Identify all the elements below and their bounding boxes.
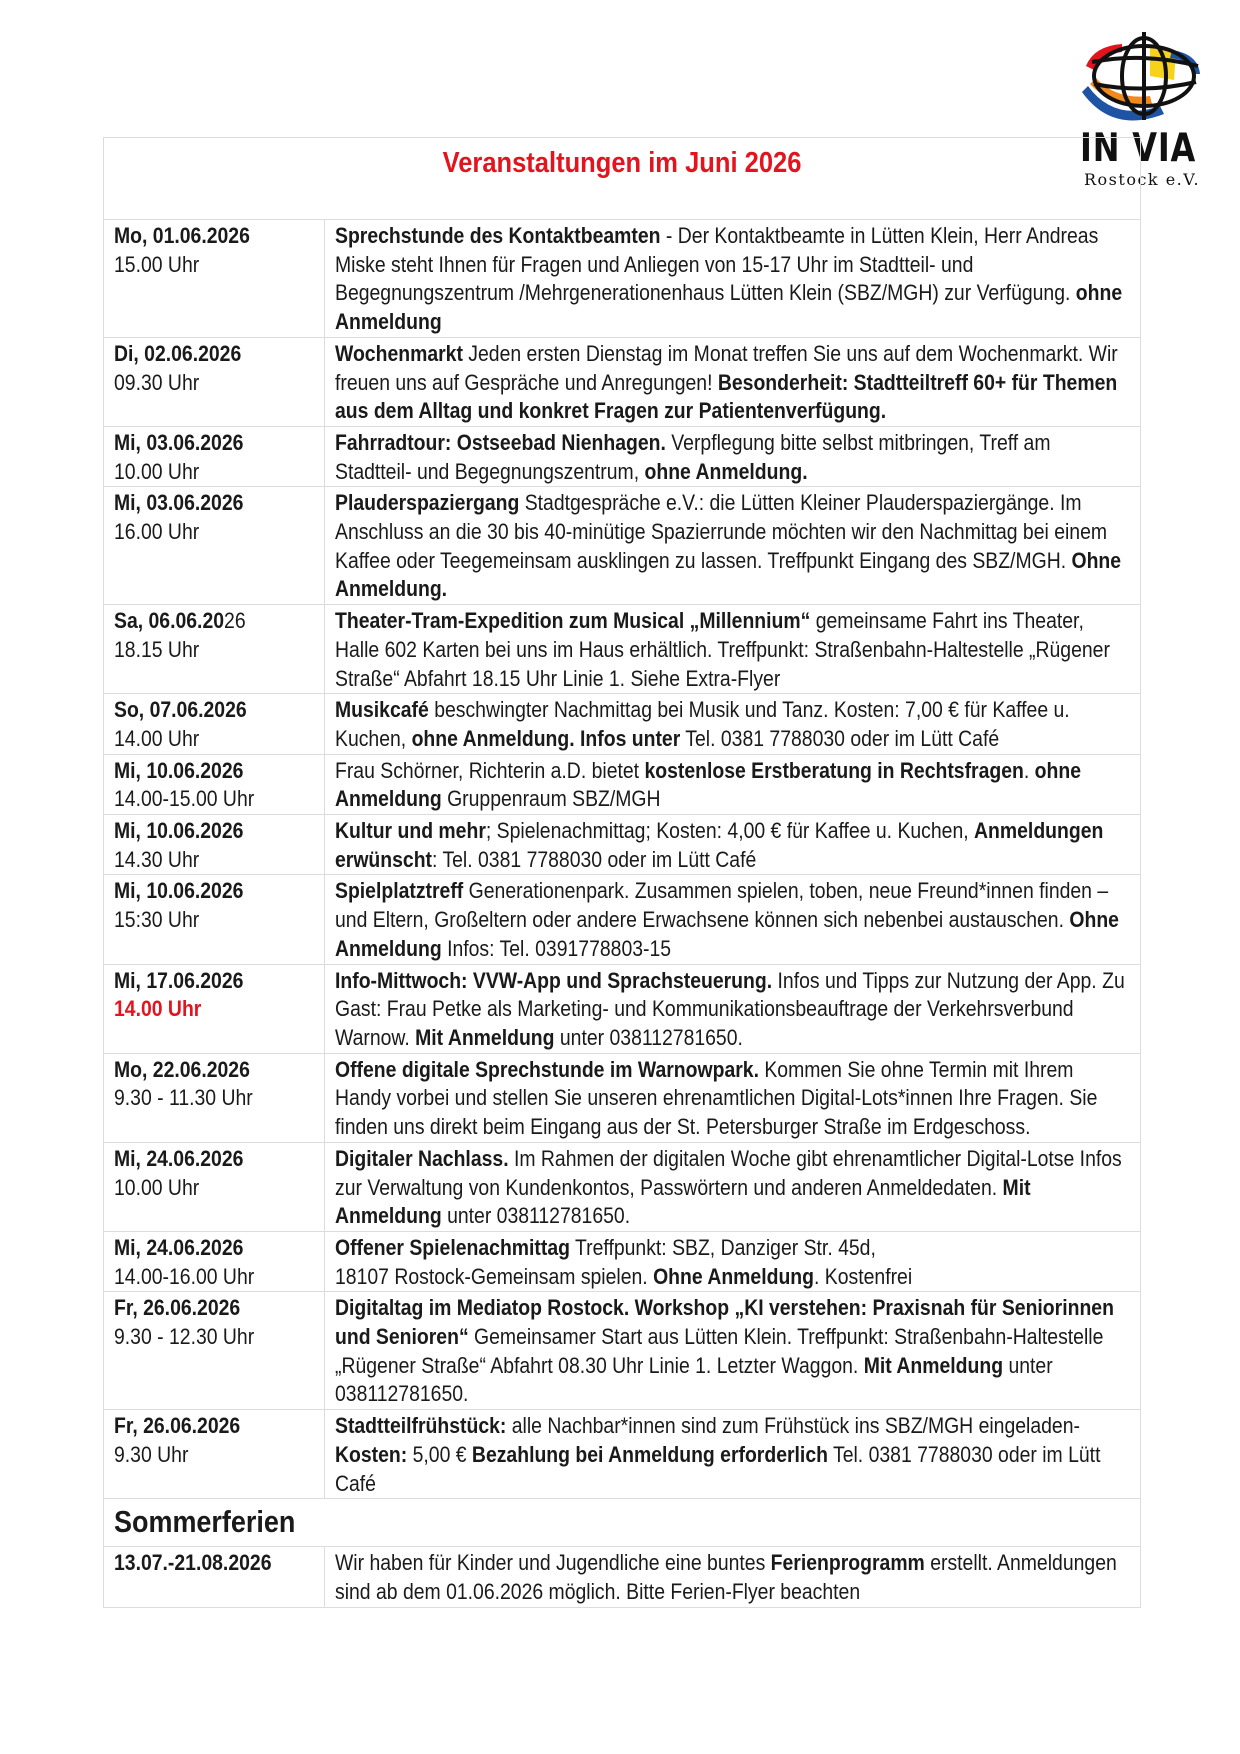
logo-subtitle: Rostock e.V. — [1084, 170, 1201, 189]
event-date-cell — [104, 426, 325, 486]
event-time: 9.30 Uhr — [114, 1441, 189, 1467]
description-text: unter 038112781650. — [554, 1024, 743, 1050]
page-title: Veranstaltungen im Juni 2026 — [442, 147, 802, 179]
section-title: Sommerferien — [114, 1504, 296, 1540]
event-description-cell — [325, 694, 1141, 754]
event-time: 14.00 Uhr — [114, 996, 202, 1022]
description-text: Jeden ersten Dienstag im Monat treffen Sie uns auf dem Wochenmarkt. Wir freuen uns auf Gespräche und Anregungen! — [335, 340, 1118, 395]
description-text: Gruppenraum SBZ/MGH — [441, 786, 661, 812]
event-description — [335, 1412, 1131, 1498]
description-text: . — [1023, 757, 1035, 783]
event-row — [104, 815, 1141, 875]
event-time: 09.30 Uhr — [114, 369, 200, 395]
event-date: Mo, 01.06.2026 — [114, 223, 250, 248]
section-row — [104, 1499, 1141, 1547]
description-bold-text: Musikcafé — [335, 697, 429, 723]
description-text: - Der Kontaktbeamte in Lütten Klein, Herr Andreas Miske steht Ihnen für Fragen und Anliegen von 15-17 Uhr im Stadtteil- und Begegnungszentrum /Mehrgenerationenhaus Lütten Klein (SBZ/MGH) zur Verfügung. — [335, 223, 1099, 306]
event-description — [335, 1145, 1131, 1231]
event-description — [335, 877, 1131, 963]
description-bold-text: Ohne Anmeldung — [653, 1263, 815, 1289]
event-description-cell — [325, 426, 1141, 486]
event-row — [104, 337, 1141, 426]
globe-logo-icon — [1072, 22, 1212, 132]
event-date: Fr, 26.06.2026 — [114, 1413, 241, 1439]
event-row — [104, 875, 1141, 964]
event-description-cell — [325, 875, 1141, 964]
events-table — [103, 137, 1141, 1608]
event-date: Mi, 17.06.2026 — [114, 967, 244, 993]
description-bold-text: Kultur und mehr — [335, 818, 486, 844]
event-row — [104, 1292, 1141, 1410]
description-bold-text: kostenlose Erstberatung in Rechtsfragen — [644, 757, 1024, 783]
event-date-cell — [104, 1292, 325, 1410]
event-row — [104, 426, 1141, 486]
event-date: Mi, 24.06.2026 — [114, 1234, 244, 1260]
event-description-cell — [325, 1231, 1141, 1291]
description-bold-text: Offene digitale Sprechstunde im Warnowpark. — [335, 1056, 759, 1082]
description-bold-text: Info-Mittwoch: VVW-App und Sprachsteuerung. — [335, 967, 773, 993]
description-bold-text: Plauderspaziergang — [335, 490, 520, 516]
description-bold-text: Offener Spielenachmittag — [335, 1234, 570, 1260]
event-date-cell — [104, 1410, 325, 1499]
event-date: Sa, 06.06.2026 — [114, 608, 246, 634]
event-time: 9.30 - 11.30 Uhr — [114, 1085, 253, 1111]
event-date: Mi, 10.06.2026 — [114, 818, 244, 844]
event-row — [104, 694, 1141, 754]
description-text: Stadtgespräche e.V.: die Lütten Kleiner Plauderspaziergänge. Im Anschluss an die 30 bis 40-minütige Spazierrunde möchten wir den Nachmittag bei einem Kaffee oder Teegemeinsam ausklingen zu lassen. Treffpunkt Eingang des SBZ/MGH. — [335, 490, 1108, 573]
event-time: 9.30 - 12.30 Uhr — [114, 1324, 255, 1350]
event-date: Mi, 10.06.2026 — [114, 757, 244, 783]
event-description — [335, 757, 1131, 814]
event-date: Mi, 03.06.2026 — [114, 429, 244, 455]
description-bold-text: Kosten: — [335, 1441, 408, 1467]
event-date: Mi, 10.06.2026 — [114, 878, 244, 904]
description-text: Tel. 0381 7788030 oder im Lütt Café — [335, 1441, 1101, 1496]
event-description — [335, 489, 1131, 604]
description-text: Wir haben für Kinder und Jugendliche eine buntes — [335, 1550, 771, 1576]
event-time: 14.30 Uhr — [114, 846, 200, 872]
event-date-cell — [104, 1231, 325, 1291]
description-text: Gemeinsamer Start aus Lütten Klein. Treffpunkt: Straßenbahn-Haltestelle „Rügener Straße“ Abfahrt 08.30 Uhr Linie 1. Letzter Waggon. — [335, 1324, 1104, 1378]
event-row — [104, 754, 1141, 814]
event-time: 14.00 Uhr — [114, 725, 200, 751]
event-description-cell — [325, 964, 1141, 1053]
event-date-cell — [104, 694, 325, 754]
event-description-cell — [325, 1142, 1141, 1231]
description-text: unter 038112781650. — [335, 1352, 1053, 1407]
event-description-cell — [325, 1410, 1141, 1499]
description-bold-text: Digitaler Nachlass. — [335, 1145, 509, 1171]
description-bold-text: Stadtteilfrühstück: — [335, 1413, 507, 1439]
description-text: Infos und Tipps zur Nutzung der App. Zu Gast: Frau Petke als Marketing- und Kommunikationsbeauftrage der Verkehrsverbund Warnow. — [335, 967, 1125, 1050]
event-row — [104, 1053, 1141, 1142]
event-time: 14.00-16.00 Uhr — [114, 1263, 255, 1289]
description-bold-text: Spielplatztreff — [335, 878, 464, 904]
description-bold-text: Anmeldungen erwünscht — [335, 818, 1104, 872]
event-row — [104, 605, 1141, 694]
description-text: alle Nachbar*innen sind zum Frühstück ins SBZ/MGH eingeladen- — [506, 1413, 1080, 1439]
logo-name: IN VIA — [1080, 126, 1197, 171]
holiday-date: 13.07.-21.08.2026 — [114, 1550, 272, 1576]
event-date-cell — [104, 487, 325, 605]
description-text: Im Rahmen der digitalen Woche gibt ehrenamtlicher Digital-Lotse Infos zur Verwaltung von Kundenkontos, Passwörtern und anderen Anmeldedaten. — [335, 1145, 1122, 1200]
description-text: erstellt. Anmeldungen sind ab dem 01.06.2026 möglich. Bitte Ferien-Flyer beachten — [335, 1550, 1117, 1604]
event-description — [335, 607, 1131, 693]
description-text: . Kostenfrei — [814, 1263, 913, 1289]
description-bold-text: Theater-Tram-Expedition zum Musical „Millennium“ — [335, 608, 811, 634]
section-cell — [104, 1499, 1141, 1547]
description-bold-text: Mit Anmeldung — [415, 1024, 555, 1050]
description-bold-text: Ferienprogramm — [770, 1550, 925, 1576]
event-date-cell — [104, 754, 325, 814]
description-text: 5,00 € — [407, 1441, 472, 1467]
event-time: 18.15 Uhr — [114, 636, 200, 662]
event-description — [335, 1056, 1131, 1142]
event-description-cell — [325, 337, 1141, 426]
event-date-cell — [104, 875, 325, 964]
event-date-cell — [104, 220, 325, 338]
event-description — [335, 1294, 1131, 1409]
event-description — [335, 222, 1131, 337]
holiday-description-cell — [325, 1547, 1141, 1608]
description-text: ; Spielenachmittag; Kosten: 4,00 € für Kaffee u. Kuchen, — [485, 818, 975, 844]
event-time: 10.00 Uhr — [114, 1174, 200, 1200]
event-description — [335, 1234, 1131, 1291]
event-date: Mo, 22.06.2026 — [114, 1056, 250, 1082]
title-cell — [104, 138, 1141, 220]
event-time: 15.00 Uhr — [114, 251, 200, 277]
event-date-cell — [104, 1053, 325, 1142]
event-date-cell — [104, 337, 325, 426]
description-text: unter 038112781650. — [441, 1203, 631, 1229]
description-text: Treffpunkt: SBZ, Danziger Str. 45d, — [569, 1234, 876, 1260]
description-bold-text: Ohne Anmeldung — [335, 907, 1119, 961]
event-time: 14.00-15.00 Uhr — [114, 786, 255, 812]
description-bold-text: ohne Anmeldung — [335, 280, 1123, 335]
holiday-row — [104, 1547, 1141, 1608]
event-description-cell — [325, 220, 1141, 338]
event-date-cell — [104, 815, 325, 875]
event-date: Mi, 03.06.2026 — [114, 490, 244, 516]
event-date-cell — [104, 605, 325, 694]
description-text: gemeinsame Fahrt ins Theater, Halle 602 Karten bei uns im Haus erhältlich. Treffpunkt: Straßenbahn-Haltestelle „Rügener Straße“ Abfahrt 18.15 Uhr Linie 1. Siehe Extra-Flyer — [335, 608, 1110, 691]
event-description — [335, 967, 1131, 1053]
event-description-cell — [325, 487, 1141, 605]
description-text: 18107 Rostock-Gemeinsam spielen. — [335, 1263, 654, 1289]
event-date: So, 07.06.2026 — [114, 697, 247, 723]
event-time: 16.00 Uhr — [114, 519, 200, 545]
description-bold-text: Bezahlung bei Anmeldung erforderlich — [471, 1441, 828, 1467]
event-description — [335, 817, 1131, 874]
event-description — [335, 429, 1131, 486]
event-row — [104, 487, 1141, 605]
event-row — [104, 964, 1141, 1053]
description-text: Tel. 0381 7788030 oder im Lütt Café — [680, 725, 1000, 751]
description-bold-text: Sprechstunde des Kontaktbeamten — [335, 223, 661, 248]
event-row — [104, 1142, 1141, 1231]
event-time: 10.00 Uhr — [114, 458, 200, 484]
holiday-date-cell — [104, 1547, 325, 1608]
event-date: Di, 02.06.2026 — [114, 340, 242, 366]
event-date: Fr, 26.06.2026 — [114, 1295, 241, 1321]
description-bold-text: ohne Anmeldung — [335, 757, 1082, 812]
description-text: Frau Schörner, Richterin a.D. bietet — [335, 757, 645, 783]
description-text: : Tel. 0381 7788030 oder im Lütt Café — [432, 846, 757, 872]
event-description-cell — [325, 1292, 1141, 1410]
event-row — [104, 1231, 1141, 1291]
event-description-cell — [325, 605, 1141, 694]
event-description-cell — [325, 754, 1141, 814]
event-description — [335, 340, 1131, 426]
event-date: Mi, 24.06.2026 — [114, 1145, 244, 1171]
event-date-cell — [104, 1142, 325, 1231]
event-row — [104, 1410, 1141, 1499]
description-bold-text: Fahrradtour: Ostseebad Nienhagen. — [335, 429, 666, 455]
description-bold-text: ohne Anmeldung. — [644, 458, 808, 484]
event-description — [335, 696, 1131, 753]
description-bold-text: ohne Anmeldung. Infos unter — [411, 725, 681, 751]
description-bold-text: Besonderheit: Stadtteiltreff 60+ für Themen aus dem Alltag und konkret Fragen zur Patientenverfügung. — [335, 369, 1118, 424]
holiday-description — [335, 1549, 1131, 1606]
event-description-cell — [325, 815, 1141, 875]
description-bold-text: Mit Anmeldung — [863, 1352, 1004, 1378]
event-date-cell — [104, 964, 325, 1053]
event-description-cell — [325, 1053, 1141, 1142]
description-text: Verpflegung bitte selbst mitbringen, Treff am Stadtteil- und Begegnungszentrum, — [335, 429, 1051, 484]
description-bold-text: Digitaltag im Mediatop Rostock. Workshop „KI verstehen: Praxisnah für Seniorinnen und Senioren“ — [335, 1295, 1114, 1350]
event-time: 15:30 Uhr — [114, 907, 200, 933]
description-text: Infos: Tel. 0391778803-15 — [441, 935, 672, 961]
description-text: beschwingter Nachmittag bei Musik und Tanz. Kosten: 7,00 € für Kaffee u. Kuchen, — [335, 697, 1070, 751]
description-bold-text: Ohne Anmeldung. — [335, 547, 1122, 602]
description-bold-text: Wochenmarkt — [335, 340, 463, 366]
title-row — [104, 138, 1141, 220]
event-date-tail: 26 — [224, 608, 246, 634]
description-text: Kommen Sie ohne Termin mit Ihrem Handy vorbei und stellen Sie unseren ehrenamtlichen Digital-Lots*innen Ihre Fragen. Sie finden uns direkt beim Eingang aus der St. Petersburger Straße im Erdgeschoss. — [335, 1056, 1098, 1140]
description-bold-text: Mit Anmeldung — [335, 1174, 1031, 1229]
description-text: Generationenpark. Zusammen spielen, toben, neue Freund*innen finden – und Eltern, Großeltern oder andere Erwachsene können sich nebenbei austauschen. — [335, 878, 1109, 933]
event-row — [104, 220, 1141, 338]
